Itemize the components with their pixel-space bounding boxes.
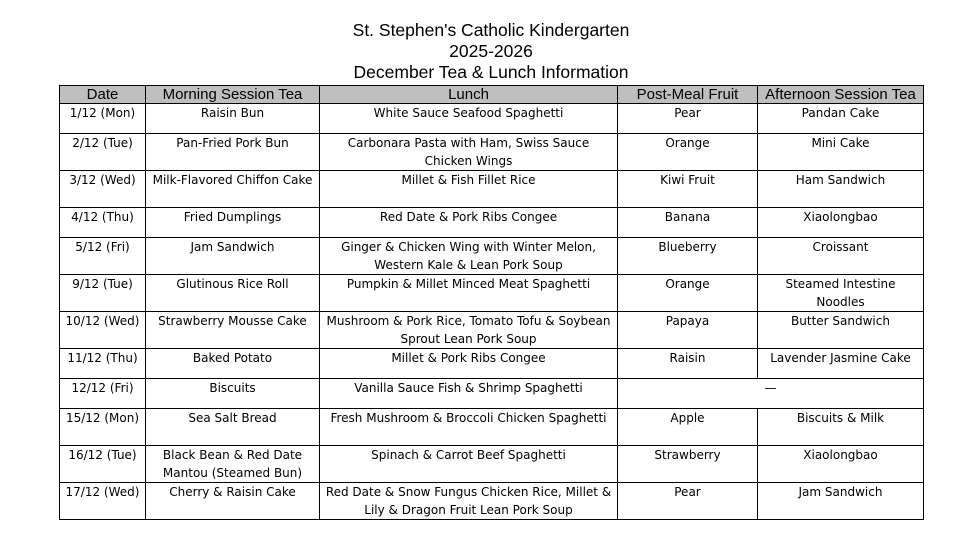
fruit-cell: Apple [618,409,758,446]
date-cell: 15/12 (Mon) [60,409,146,446]
menu-subtitle: December Tea & Lunch Information [353,62,629,82]
table-row [60,446,924,483]
lunch-cell: White Sauce Seafood Spaghetti [320,104,618,134]
date-cell: 10/12 (Wed) [60,312,146,349]
fruit-cell: Strawberry [618,446,758,483]
fruit-cell: Papaya [618,312,758,349]
table-row [60,238,924,275]
morning-tea-cell: Pan-Fried Pork Bun [146,134,320,171]
date-cell: 1/12 (Mon) [60,104,146,134]
morning-tea-cell: Sea Salt Bread [146,409,320,446]
fruit-cell: Orange [618,275,758,312]
afternoon-tea-cell: Lavender Jasmine Cake [758,349,924,379]
morning-tea-cell: Raisin Bun [146,104,320,134]
afternoon-tea-cell: Biscuits & Milk [758,409,924,446]
table-row [60,134,924,171]
date-cell: 4/12 (Thu) [60,208,146,238]
date-cell: 3/12 (Wed) [60,171,146,208]
fruit-cell: Orange [618,134,758,171]
school-year: 2025-2026 [449,41,533,61]
lunch-cell: Pumpkin & Millet Minced Meat Spaghetti [320,275,618,312]
table-row [60,349,924,379]
lunch-cell: Carbonara Pasta with Ham, Swiss Sauce Chicken Wings [320,134,618,171]
morning-tea-cell: Milk-Flavored Chiffon Cake [146,171,320,208]
merged-no-fruit-tea-cell: — [618,379,924,409]
afternoon-tea-cell: Jam Sandwich [758,483,924,520]
table-row [60,171,924,208]
afternoon-tea-cell: Ham Sandwich [758,171,924,208]
school-name: St. Stephen's Catholic Kindergarten [352,20,630,40]
lunch-cell: Fresh Mushroom & Broccoli Chicken Spaghetti [320,409,618,446]
header-row [60,86,924,104]
morning-tea-cell: Strawberry Mousse Cake [146,312,320,349]
lunch-cell: Millet & Fish Fillet Rice [320,171,618,208]
date-cell: 12/12 (Fri) [60,379,146,409]
date-cell: 11/12 (Thu) [60,349,146,379]
fruit-cell: Raisin [618,349,758,379]
morning-tea-cell: Glutinous Rice Roll [146,275,320,312]
column-header-fruit: Post-Meal Fruit [618,86,758,104]
lunch-cell: Ginger & Chicken Wing with Winter Melon, Western Kale & Lean Pork Soup [320,238,618,275]
column-header-lunch: Lunch [320,86,618,104]
date-cell: 2/12 (Tue) [60,134,146,171]
fruit-cell: Pear [618,104,758,134]
table-row [60,208,924,238]
morning-tea-cell: Jam Sandwich [146,238,320,275]
table-row [60,379,924,409]
fruit-cell: Blueberry [618,238,758,275]
table-row [60,275,924,312]
afternoon-tea-cell: Croissant [758,238,924,275]
afternoon-tea-cell: Butter Sandwich [758,312,924,349]
lunch-cell: Red Date & Pork Ribs Congee [320,208,618,238]
date-cell: 9/12 (Tue) [60,275,146,312]
afternoon-tea-cell: Steamed Intestine Noodles [758,275,924,312]
morning-tea-cell: Baked Potato [146,349,320,379]
fruit-cell: Banana [618,208,758,238]
table-row [60,483,924,520]
date-cell: 17/12 (Wed) [60,483,146,520]
lunch-cell: Vanilla Sauce Fish & Shrimp Spaghetti [320,379,618,409]
column-header-morning-tea: Morning Session Tea [146,86,320,104]
table-row [60,104,924,134]
afternoon-tea-cell: Xiaolongbao [758,208,924,238]
lunch-cell: Red Date & Snow Fungus Chicken Rice, Millet & Lily & Dragon Fruit Lean Pork Soup [320,483,618,520]
afternoon-tea-cell: Xiaolongbao [758,446,924,483]
date-cell: 5/12 (Fri) [60,238,146,275]
column-header-date: Date [60,86,146,104]
table-row [60,312,924,349]
lunch-cell: Millet & Pork Ribs Congee [320,349,618,379]
morning-tea-cell: Cherry & Raisin Cake [146,483,320,520]
lunch-cell: Spinach & Carrot Beef Spaghetti [320,446,618,483]
morning-tea-cell: Black Bean & Red Date Mantou (Steamed Bun) [146,446,320,483]
fruit-cell: Kiwi Fruit [618,171,758,208]
menu-table [59,85,924,520]
column-header-afternoon-tea: Afternoon Session Tea [758,86,924,104]
lunch-cell: Mushroom & Pork Rice, Tomato Tofu & Soybean Sprout Lean Pork Soup [320,312,618,349]
fruit-cell: Pear [618,483,758,520]
date-cell: 16/12 (Tue) [60,446,146,483]
afternoon-tea-cell: Mini Cake [758,134,924,171]
document-title [0,20,966,83]
afternoon-tea-cell: Pandan Cake [758,104,924,134]
morning-tea-cell: Biscuits [146,379,320,409]
morning-tea-cell: Fried Dumplings [146,208,320,238]
table-row [60,409,924,446]
